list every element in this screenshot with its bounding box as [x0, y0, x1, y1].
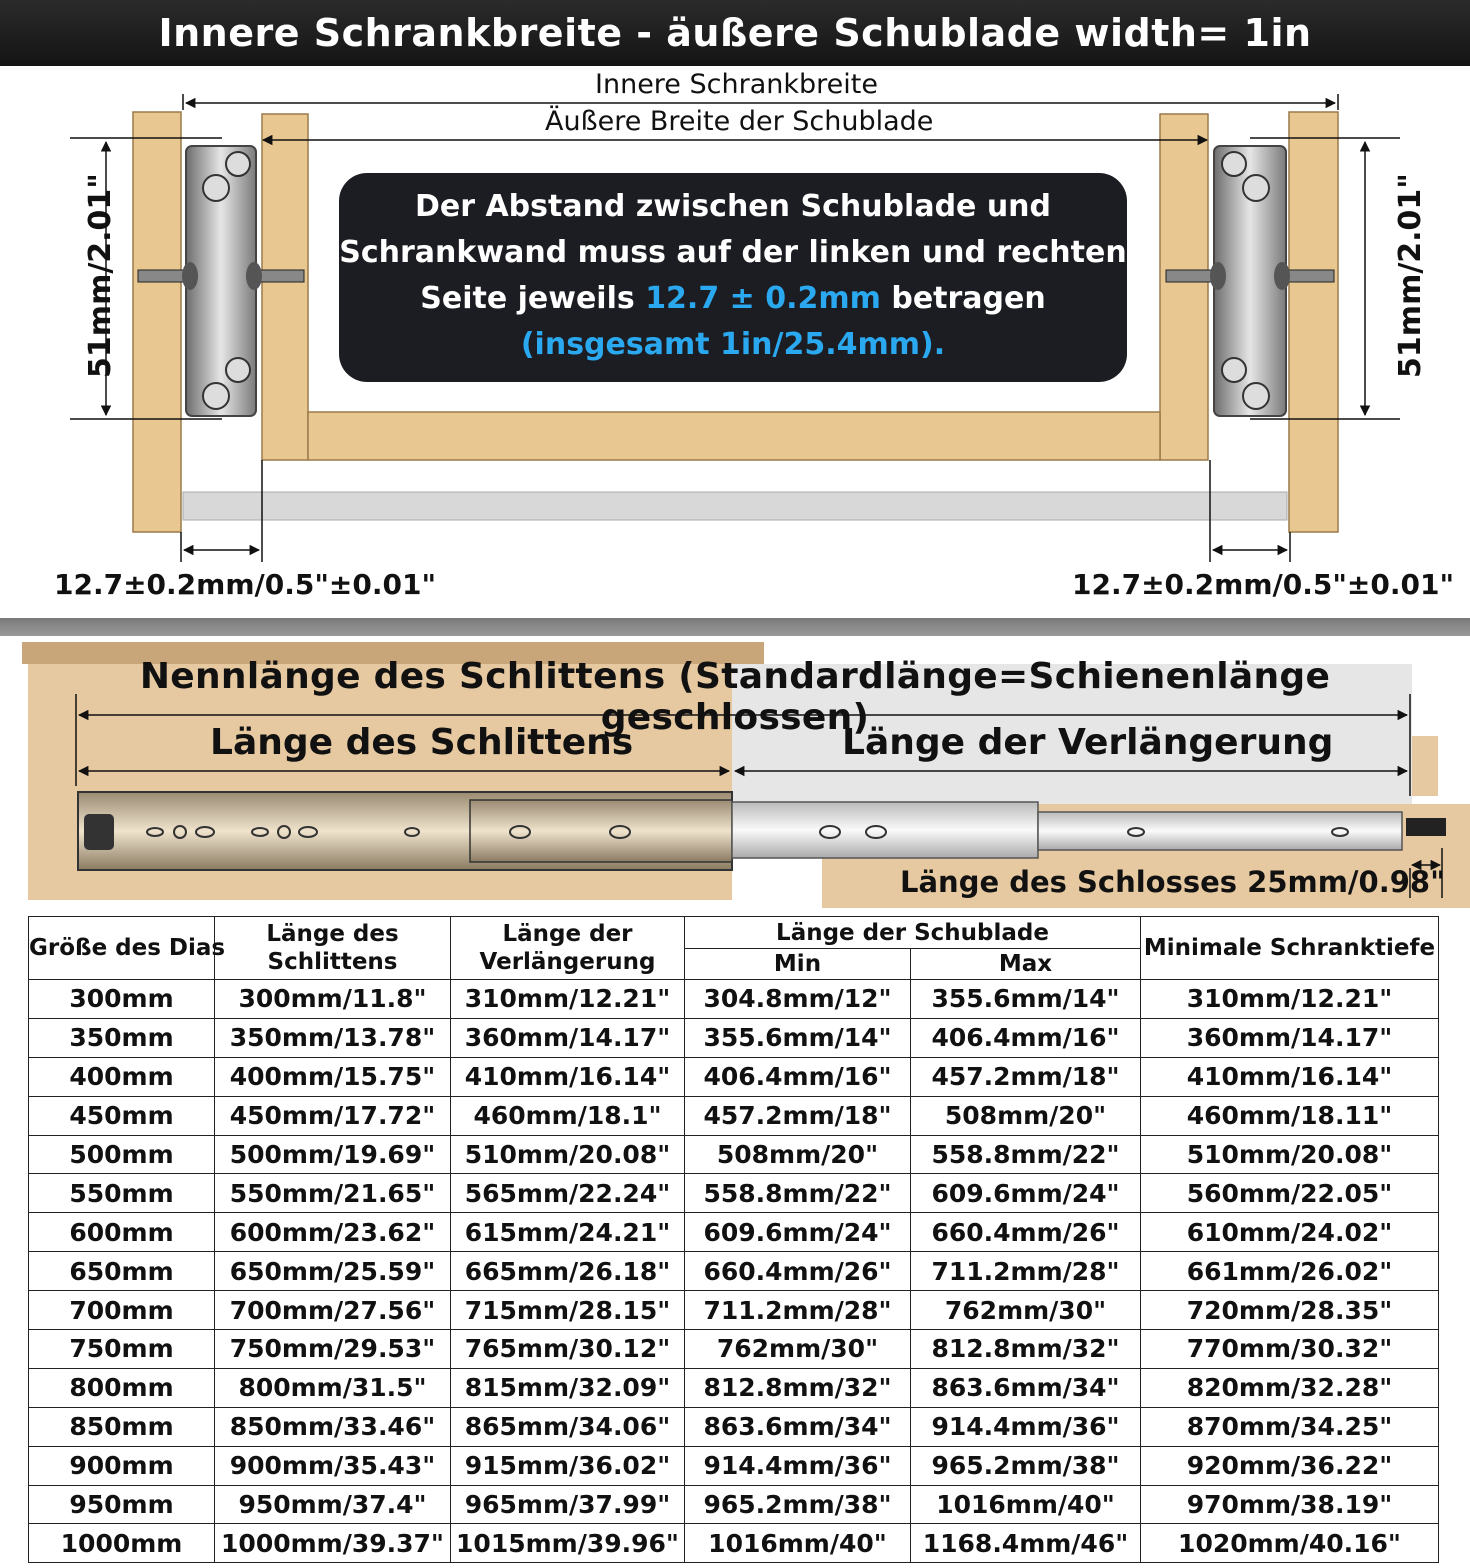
table-row — [29, 980, 1439, 1019]
cell-drawer-max: 406.4mm/16" — [911, 1018, 1141, 1057]
slide-length-diagram — [0, 636, 1470, 908]
cell-min-cabinet-depth: 970mm/38.19" — [1141, 1485, 1439, 1524]
callout-line-1: Der Abstand zwischen Schublade und — [414, 189, 1052, 224]
cell-slide-length: 850mm/33.46" — [215, 1407, 451, 1446]
cabinet-cross-section-diagram — [0, 66, 1470, 618]
cell-drawer-max: 558.8mm/22" — [911, 1135, 1141, 1174]
cell-extension-length: 360mm/14.17" — [451, 1018, 685, 1057]
size-table-body — [29, 980, 1439, 1563]
table-row — [29, 1446, 1439, 1485]
cell-size: 300mm — [29, 980, 215, 1019]
nominal-length-title: Nennlänge des Schlittens (Standardlänge=Schienenlänge geschlossen) — [139, 656, 1331, 738]
cell-min-cabinet-depth: 820mm/32.28" — [1141, 1368, 1439, 1407]
table-row — [29, 1096, 1439, 1135]
callout-line-4: (insgesamt 1in/25.4mm). — [520, 327, 946, 362]
cell-min-cabinet-depth: 610mm/24.02" — [1141, 1213, 1439, 1252]
cell-drawer-min: 1016mm/40" — [685, 1524, 911, 1563]
header-drawer-length: Länge der Schublade — [685, 917, 1141, 949]
cell-size: 750mm — [29, 1330, 215, 1369]
cell-slide-length: 400mm/15.75" — [215, 1057, 451, 1096]
drawer-side-left — [262, 114, 308, 460]
cell-drawer-max: 457.2mm/18" — [911, 1057, 1141, 1096]
extension-length-label: Länge der Verlängerung — [842, 722, 1334, 763]
cell-drawer-min: 863.6mm/34" — [685, 1407, 911, 1446]
cell-size: 800mm — [29, 1368, 215, 1407]
table-row — [29, 1252, 1439, 1291]
cell-size: 350mm — [29, 1018, 215, 1057]
outer-drawer-width-label: Äußere Breite der Schublade — [545, 106, 934, 137]
cell-drawer-max: 863.6mm/34" — [911, 1368, 1141, 1407]
cell-drawer-min: 508mm/20" — [685, 1135, 911, 1174]
cell-extension-length: 765mm/30.12" — [451, 1330, 685, 1369]
gap-label-left: 12.7±0.2mm/0.5"±0.01" — [54, 568, 437, 601]
cell-slide-length: 750mm/29.53" — [215, 1330, 451, 1369]
cell-extension-length: 460mm/18.1" — [451, 1096, 685, 1135]
cell-drawer-min: 762mm/30" — [685, 1330, 911, 1369]
cabinet-wall-right — [1289, 112, 1338, 532]
cell-slide-length: 300mm/11.8" — [215, 980, 451, 1019]
table-row — [29, 1174, 1439, 1213]
cell-drawer-min: 457.2mm/18" — [685, 1096, 911, 1135]
cell-extension-length: 310mm/12.21" — [451, 980, 685, 1019]
cell-drawer-min: 406.4mm/16" — [685, 1057, 911, 1096]
lock-piece — [1406, 818, 1446, 836]
cell-slide-length: 650mm/25.59" — [215, 1252, 451, 1291]
cell-drawer-min: 660.4mm/26" — [685, 1252, 911, 1291]
cell-drawer-max: 711.2mm/28" — [911, 1252, 1141, 1291]
cell-size: 700mm — [29, 1291, 215, 1330]
section-separator — [0, 618, 1470, 636]
cell-min-cabinet-depth: 720mm/28.35" — [1141, 1291, 1439, 1330]
cell-min-cabinet-depth: 410mm/16.14" — [1141, 1057, 1439, 1096]
header-slide-length: Länge des Schlittens — [215, 917, 451, 980]
cell-extension-length: 965mm/37.99" — [451, 1485, 685, 1524]
drawer-side-right — [1160, 114, 1208, 460]
cell-drawer-max: 660.4mm/26" — [911, 1213, 1141, 1252]
drawer-bottom — [308, 412, 1160, 460]
height-label-right: 51mm/2.01" — [1392, 173, 1428, 378]
table-row — [29, 1057, 1439, 1096]
cell-size: 600mm — [29, 1213, 215, 1252]
cell-size: 950mm — [29, 1485, 215, 1524]
cell-drawer-max: 508mm/20" — [911, 1096, 1141, 1135]
cell-min-cabinet-depth: 360mm/14.17" — [1141, 1018, 1439, 1057]
cell-min-cabinet-depth: 661mm/26.02" — [1141, 1252, 1439, 1291]
cell-min-cabinet-depth: 560mm/22.05" — [1141, 1174, 1439, 1213]
cell-drawer-max: 609.6mm/24" — [911, 1174, 1141, 1213]
size-table-container — [28, 916, 1438, 1566]
callout-line-2: Schrankwand muss auf der linken und rechten — [339, 235, 1127, 270]
callout-line-3: Seite jeweils 12.7 ± 0.2mm betragen — [420, 281, 1046, 316]
cell-min-cabinet-depth: 770mm/30.32" — [1141, 1330, 1439, 1369]
cell-drawer-max: 1016mm/40" — [911, 1485, 1141, 1524]
cell-drawer-max: 762mm/30" — [911, 1291, 1141, 1330]
cell-drawer-min: 711.2mm/28" — [685, 1291, 911, 1330]
cell-drawer-min: 304.8mm/12" — [685, 980, 911, 1019]
inner-width-label: Innere Schrankbreite — [595, 69, 878, 100]
table-row — [29, 1291, 1439, 1330]
cell-drawer-max: 355.6mm/14" — [911, 980, 1141, 1019]
table-row — [29, 1018, 1439, 1057]
cell-drawer-min: 965.2mm/38" — [685, 1485, 911, 1524]
cell-extension-length: 410mm/16.14" — [451, 1057, 685, 1096]
cell-slide-length: 550mm/21.65" — [215, 1174, 451, 1213]
cell-drawer-min: 558.8mm/22" — [685, 1174, 911, 1213]
cell-size: 900mm — [29, 1446, 215, 1485]
cell-extension-length: 510mm/20.08" — [451, 1135, 685, 1174]
cell-size: 550mm — [29, 1174, 215, 1213]
cell-size: 450mm — [29, 1096, 215, 1135]
table-row — [29, 1213, 1439, 1252]
cell-size: 1000mm — [29, 1524, 215, 1563]
cell-slide-length: 700mm/27.56" — [215, 1291, 451, 1330]
table-row — [29, 1524, 1439, 1563]
clearance-callout — [339, 173, 1127, 382]
cell-slide-length: 950mm/37.4" — [215, 1485, 451, 1524]
table-row — [29, 1485, 1439, 1524]
cell-min-cabinet-depth: 510mm/20.08" — [1141, 1135, 1439, 1174]
header-size: Größe des Dias — [29, 917, 215, 980]
lock-length-label: Länge des Schlosses 25mm/0.98" — [900, 865, 1446, 899]
cell-slide-length: 900mm/35.43" — [215, 1446, 451, 1485]
cell-slide-length: 1000mm/39.37" — [215, 1524, 451, 1563]
cell-drawer-max: 1168.4mm/46" — [911, 1524, 1141, 1563]
cell-min-cabinet-depth: 310mm/12.21" — [1141, 980, 1439, 1019]
cell-extension-length: 565mm/22.24" — [451, 1174, 685, 1213]
cell-size: 400mm — [29, 1057, 215, 1096]
header-title: Innere Schrankbreite - äußere Schublade width= 1in — [158, 11, 1312, 55]
cell-drawer-max: 914.4mm/36" — [911, 1407, 1141, 1446]
cell-extension-length: 1015mm/39.96" — [451, 1524, 685, 1563]
cell-extension-length: 865mm/34.06" — [451, 1407, 685, 1446]
cell-extension-length: 815mm/32.09" — [451, 1368, 685, 1407]
cell-size: 650mm — [29, 1252, 215, 1291]
cell-drawer-min: 355.6mm/14" — [685, 1018, 911, 1057]
table-row — [29, 1407, 1439, 1446]
cell-slide-length: 800mm/31.5" — [215, 1368, 451, 1407]
cell-drawer-max: 812.8mm/32" — [911, 1330, 1141, 1369]
cell-slide-length: 500mm/19.69" — [215, 1135, 451, 1174]
gap-label-right: 12.7±0.2mm/0.5"±0.01" — [1072, 568, 1455, 601]
callout-tolerance-value: 12.7 ± 0.2mm — [645, 281, 881, 316]
cell-min-cabinet-depth: 870mm/34.25" — [1141, 1407, 1439, 1446]
table-row — [29, 1330, 1439, 1369]
header-drawer-max: Max — [911, 949, 1141, 980]
slide-length-label: Länge des Schlittens — [210, 722, 634, 763]
cell-extension-length: 615mm/24.21" — [451, 1213, 685, 1252]
cell-size: 850mm — [29, 1407, 215, 1446]
cell-min-cabinet-depth: 1020mm/40.16" — [1141, 1524, 1439, 1563]
cell-drawer-min: 812.8mm/32" — [685, 1368, 911, 1407]
size-table — [28, 916, 1439, 1563]
cabinet-wall-left — [133, 112, 181, 532]
table-row — [29, 1368, 1439, 1407]
table-row — [29, 1135, 1439, 1174]
cell-min-cabinet-depth: 460mm/18.11" — [1141, 1096, 1439, 1135]
cell-extension-length: 665mm/26.18" — [451, 1252, 685, 1291]
cell-drawer-min: 609.6mm/24" — [685, 1213, 911, 1252]
cell-slide-length: 600mm/23.62" — [215, 1213, 451, 1252]
page-header — [0, 0, 1470, 66]
header-extension-length: Länge der Verlängerung — [451, 917, 685, 980]
height-label-left: 51mm/2.01" — [82, 173, 118, 378]
cell-slide-length: 450mm/17.72" — [215, 1096, 451, 1135]
cell-min-cabinet-depth: 920mm/36.22" — [1141, 1446, 1439, 1485]
cell-drawer-max: 965.2mm/38" — [911, 1446, 1141, 1485]
cell-extension-length: 715mm/28.15" — [451, 1291, 685, 1330]
cell-slide-length: 350mm/13.78" — [215, 1018, 451, 1057]
header-drawer-min: Min — [685, 949, 911, 980]
cabinet-shelf — [183, 492, 1287, 520]
cell-size: 500mm — [29, 1135, 215, 1174]
cell-drawer-min: 914.4mm/36" — [685, 1446, 911, 1485]
header-min-cabinet-depth: Minimale Schranktiefe — [1141, 917, 1439, 980]
cell-extension-length: 915mm/36.02" — [451, 1446, 685, 1485]
